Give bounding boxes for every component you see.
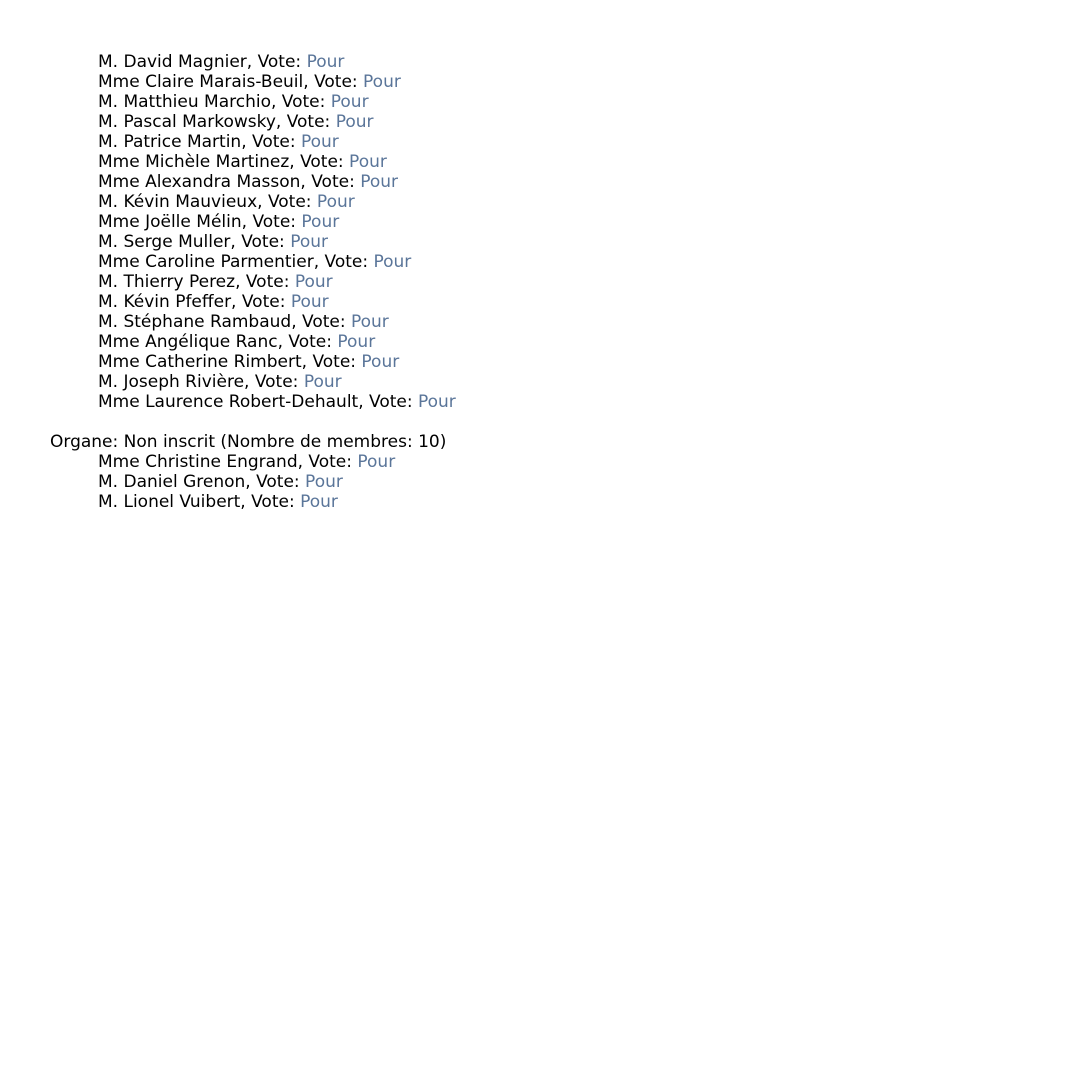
member-row — [0, 192, 1080, 212]
member-name: M. Serge Muller, — [98, 232, 236, 252]
member-row — [0, 492, 1080, 512]
vote-value: Pour — [349, 152, 387, 172]
vote-label: Vote: — [251, 492, 295, 512]
member-row — [0, 132, 1080, 152]
member-row — [0, 332, 1080, 352]
vote-label: Vote: — [252, 132, 296, 152]
member-name: Mme Caroline Parmentier, — [98, 252, 320, 272]
member-name: Mme Angélique Ranc, — [98, 332, 283, 352]
vote-label: Vote: — [254, 372, 299, 392]
member-row — [0, 292, 1080, 312]
member-name: Mme Alexandra Masson, — [98, 172, 306, 192]
member-name: Mme Joëlle Mélin, — [98, 212, 248, 232]
member-row — [0, 352, 1080, 372]
member-name: M. Kévin Mauvieux, — [98, 192, 263, 212]
member-name: Mme Laurence Robert-Dehault, — [98, 392, 364, 412]
vote-value: Pour — [373, 252, 412, 272]
member-row — [0, 112, 1080, 132]
vote-value: Pour — [350, 312, 389, 332]
member-name: M. Daniel Grenon, — [98, 472, 251, 492]
vote-value: Pour — [335, 112, 374, 132]
vote-value: Pour — [300, 492, 338, 512]
member-row — [0, 312, 1080, 332]
vote-label: Vote: — [311, 172, 355, 192]
vote-label: Vote: — [314, 72, 358, 92]
vote-label: Vote: — [312, 352, 356, 372]
vote-value: Pour — [337, 332, 376, 352]
vote-value: Pour — [290, 292, 329, 312]
member-row — [0, 452, 1080, 472]
vote-label: Vote: — [241, 292, 286, 312]
member-row — [0, 472, 1080, 492]
member-name: Mme Michèle Martinez, — [98, 152, 295, 172]
vote-value: Pour — [305, 472, 343, 492]
vote-label: Vote: — [256, 472, 300, 492]
member-row — [0, 172, 1080, 192]
vote-value: Pour — [357, 452, 396, 472]
vote-label: Vote: — [257, 52, 302, 72]
vote-label: Vote: — [308, 452, 352, 472]
member-name: Mme Catherine Rimbert, — [98, 352, 308, 372]
member-row — [0, 72, 1080, 92]
member-name: Mme Claire Marais-Beuil, — [98, 72, 309, 92]
vote-value: Pour — [290, 232, 328, 252]
vote-label: Vote: — [267, 192, 312, 212]
member-row — [0, 272, 1080, 292]
vote-label: Vote: — [369, 392, 413, 412]
member-row — [0, 152, 1080, 172]
vote-label: Vote: — [281, 92, 326, 112]
member-row — [0, 232, 1080, 252]
vote-value: Pour — [301, 212, 340, 232]
vote-value: Pour — [316, 192, 355, 212]
vote-value: Pour — [330, 92, 369, 112]
vote-value: Pour — [363, 72, 401, 92]
vote-label: Vote: — [252, 212, 296, 232]
organe-group — [0, 432, 1080, 512]
vote-label: Vote: — [302, 312, 346, 332]
member-row — [0, 392, 1080, 412]
vote-value: Pour — [303, 372, 342, 392]
member-name: M. Pascal Markowsky, — [98, 112, 282, 132]
vote-value: Pour — [361, 352, 400, 372]
member-name: M. Thierry Perez, — [98, 272, 241, 292]
vote-value: Pour — [294, 272, 333, 292]
member-row — [0, 212, 1080, 232]
member-name: M. Joseph Rivière, — [98, 372, 250, 392]
member-name: M. Kévin Pfeffer, — [98, 292, 237, 312]
member-name: M. Lionel Vuibert, — [98, 492, 246, 512]
member-name: Mme Christine Engrand, — [98, 452, 304, 472]
vote-label: Vote: — [241, 232, 285, 252]
vote-value: Pour — [306, 52, 345, 72]
vote-value: Pour — [417, 392, 456, 412]
member-name: M. Patrice Martin, — [98, 132, 247, 152]
vote-label: Vote: — [324, 252, 369, 272]
member-row — [0, 52, 1080, 72]
vote-label: Vote: — [286, 112, 331, 132]
vote-label: Vote: — [300, 152, 344, 172]
vote-label: Vote: — [245, 272, 290, 292]
member-name: M. David Magnier, — [98, 52, 253, 72]
vote-label: Vote: — [288, 332, 332, 352]
member-row — [0, 252, 1080, 272]
member-name: M. Matthieu Marchio, — [98, 92, 277, 112]
vote-value: Pour — [360, 172, 399, 192]
organe-header: Organe: Non inscrit (Nombre de membres: 10) — [50, 432, 447, 452]
vote-value: Pour — [300, 132, 339, 152]
member-row — [0, 92, 1080, 112]
member-row — [0, 372, 1080, 392]
organe-group — [0, 52, 1080, 412]
member-name: M. Stéphane Rambaud, — [98, 312, 297, 332]
